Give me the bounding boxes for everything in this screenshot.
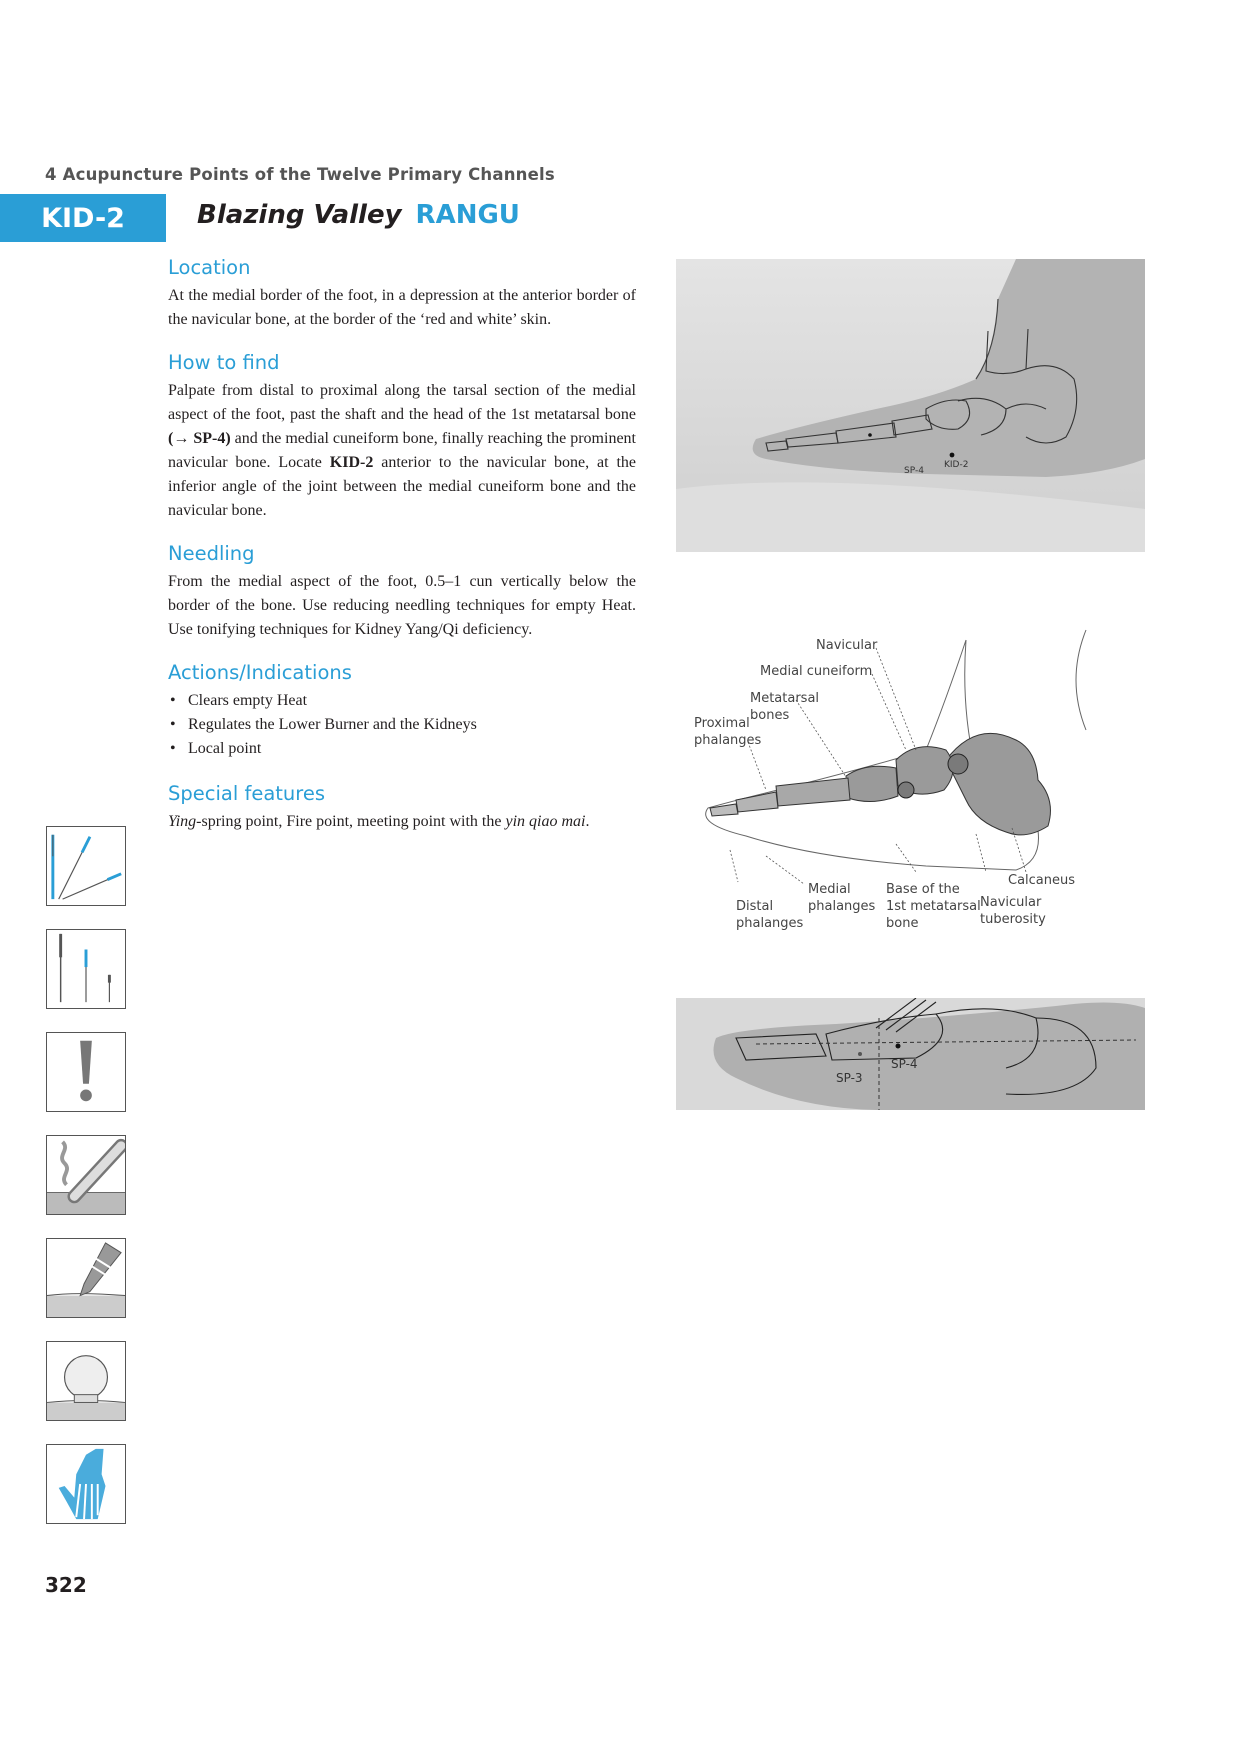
special-features-ying: Ying	[168, 813, 197, 830]
caution-icon	[46, 1032, 126, 1112]
action-item: • Regulates the Lower Burner and the Kidneys	[168, 713, 636, 737]
label-proximal-1: Proximal	[694, 716, 750, 731]
how-to-find-point: KID-2	[329, 454, 374, 471]
special-features-heading: Special features	[168, 782, 326, 805]
how-to-find-text-3: anterior to the navicular bone, at the inferior angle of the joint between the medial cuneiform bone and the navicular bone.	[168, 454, 636, 519]
how-to-find-heading: How to find	[168, 351, 280, 374]
label-distal-1: Distal	[736, 899, 774, 914]
sp4-label: SP-4	[904, 466, 924, 476]
location-section	[168, 256, 636, 332]
label-base-2: 1st metatarsal	[886, 899, 981, 914]
label-proximal-2: phalanges	[694, 733, 762, 748]
point-name-pinyin: RANGU	[415, 200, 520, 230]
location-heading: Location	[168, 256, 251, 279]
how-to-find-text	[168, 379, 636, 523]
location-text: At the medial border of the foot, in a depression at the anterior border of the navicular bone, at the border of the ‘red and white’ skin.	[168, 287, 636, 328]
how-to-find-text-2: and the medial cuneiform bone, finally reaching the prominent navicular bone. Locate	[168, 430, 636, 471]
label-medial-cuneiform: Medial cuneiform	[760, 664, 873, 679]
label-metatarsal-1: Metatarsal	[750, 691, 820, 706]
special-features-text-b: .	[585, 813, 590, 830]
label-navicular-tuberosity-1: Navicular	[980, 895, 1042, 910]
label-distal-2: phalanges	[736, 916, 804, 931]
how-to-find-text-1: Palpate from distal to proximal along the tarsal section of the medial aspect of the foot, past the shaft and the head of the 1st metatarsal bone	[168, 382, 636, 423]
action-item: • Clears empty Heat	[168, 689, 636, 713]
label-medial-2: phalanges	[808, 899, 876, 914]
action-item: • Local point	[168, 737, 636, 761]
special-features-vessel: yin qiao mai	[505, 813, 586, 830]
needling-text: From the medial aspect of the foot, 0.5–1 cun vertically below the border of the bone. Use reducing needling techniques for empty Heat. Use tonifying techniques for Kidney Yang/Qi deficiency.	[168, 573, 636, 638]
actions-list	[168, 689, 636, 761]
label-base-3: bone	[886, 916, 919, 931]
label-navicular-tuberosity-2: tuberosity	[980, 912, 1046, 927]
point-title	[197, 200, 520, 230]
cupping-icon	[46, 1341, 126, 1421]
label-navicular: Navicular	[816, 638, 878, 653]
needles-icon	[46, 826, 126, 906]
needling-heading: Needling	[168, 542, 255, 565]
kid2-label: KID-2	[944, 460, 969, 470]
special-features-section	[168, 782, 636, 834]
bloodletting-icon	[46, 1238, 126, 1318]
page-number: 322	[45, 1573, 87, 1597]
foot-sole-figure	[676, 998, 1145, 1110]
foot-skeleton-figure	[676, 600, 1145, 940]
point-code-badge	[0, 194, 166, 242]
label-base-1: Base of the	[886, 882, 960, 897]
needling-section	[168, 542, 636, 642]
label-medial-1: Medial	[808, 882, 851, 897]
point-code: KID-2	[41, 202, 125, 234]
sp3-label: SP-3	[836, 1071, 863, 1085]
chapter-header: 4 Acupuncture Points of the Twelve Primary Channels	[45, 165, 555, 184]
actions-section	[168, 661, 636, 761]
sp4-label: SP-4	[891, 1057, 918, 1071]
how-to-find-section	[168, 351, 636, 523]
special-features-text-a: -spring point, Fire point, meeting point with the	[196, 813, 506, 830]
label-calcaneus: Calcaneus	[1008, 873, 1076, 888]
label-metatarsal-2: bones	[750, 708, 790, 723]
moxibustion-icon	[46, 1135, 126, 1215]
actions-heading: Actions/Indications	[168, 661, 352, 684]
special-features-text	[168, 810, 636, 834]
hand-anatomy-icon	[46, 1444, 126, 1524]
point-name-english: Blazing Valley	[197, 200, 402, 230]
how-to-find-ref: (→ SP-4)	[168, 430, 231, 447]
foot-photo-figure	[676, 259, 1145, 552]
needle-sizes-icon	[46, 929, 126, 1009]
